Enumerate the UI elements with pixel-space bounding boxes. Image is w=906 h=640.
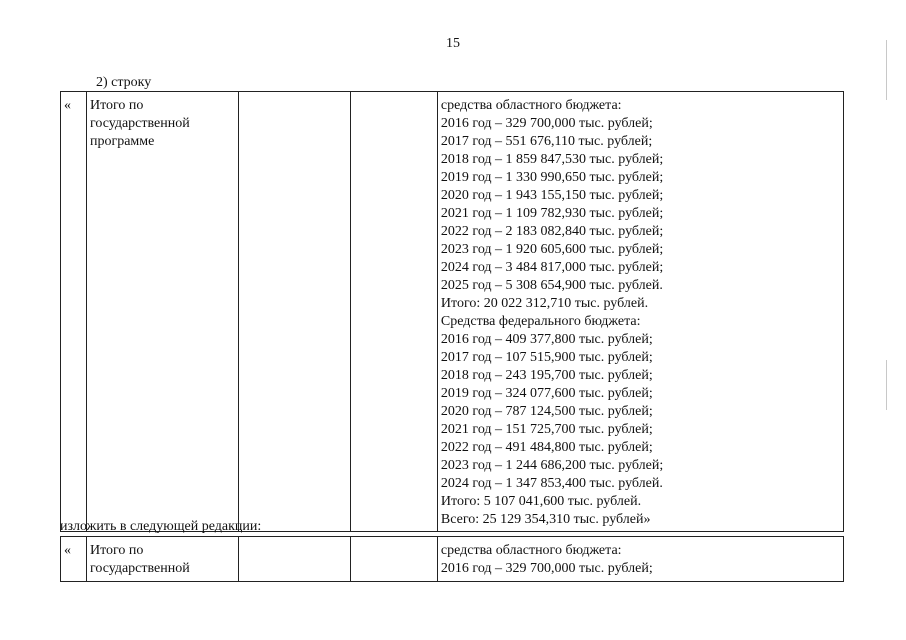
empty-cell bbox=[238, 537, 350, 582]
funding-line: 2018 год – 1 859 847,530 тыс. рублей; bbox=[440, 152, 664, 167]
table-row bbox=[61, 92, 844, 532]
quote-cell bbox=[61, 92, 87, 532]
funding-line: 2024 год – 1 347 853,400 тыс. рублей. bbox=[440, 476, 663, 491]
quote-cell bbox=[61, 537, 87, 582]
section-label: 2) строку bbox=[96, 75, 152, 90]
old-row-table bbox=[60, 91, 844, 532]
funding-line: 2016 год – 409 377,800 тыс. рублей; bbox=[440, 332, 653, 347]
funding-list bbox=[441, 542, 840, 578]
funding-line: 2021 год – 151 725,700 тыс. рублей; bbox=[440, 422, 653, 437]
scan-artifact bbox=[886, 360, 887, 410]
table-row bbox=[61, 537, 844, 582]
name-cell bbox=[86, 537, 238, 582]
funding-line: 2017 год – 107 515,900 тыс. рублей; bbox=[440, 350, 653, 365]
funding-line: 2019 год – 324 077,600 тыс. рублей; bbox=[440, 386, 653, 401]
funding-line: 2019 год – 1 330 990,650 тыс. рублей; bbox=[440, 170, 664, 185]
funding-line: 2016 год – 329 700,000 тыс. рублей; bbox=[440, 116, 653, 131]
empty-cell bbox=[238, 92, 350, 532]
funding-line: 2020 год – 1 943 155,150 тыс. рублей; bbox=[440, 188, 664, 203]
funding-line: Средства федерального бюджета: bbox=[440, 314, 641, 329]
funding-line: Всего: 25 129 354,310 тыс. рублей» bbox=[440, 512, 651, 527]
program-total-label: Итого по государственной bbox=[89, 543, 190, 576]
scan-artifact bbox=[886, 40, 887, 100]
funding-line: 2025 год – 5 308 654,900 тыс. рублей. bbox=[440, 278, 663, 293]
funding-line: 2022 год – 2 183 082,840 тыс. рублей; bbox=[440, 224, 664, 239]
funding-line: средства областного бюджета: bbox=[440, 543, 622, 558]
program-total-label: Итого по государственной программе bbox=[89, 98, 190, 149]
funding-line: 2018 год – 243 195,700 тыс. рублей; bbox=[440, 368, 653, 383]
empty-cell bbox=[350, 92, 437, 532]
funding-list bbox=[441, 97, 840, 529]
opening-quote: « bbox=[64, 543, 71, 558]
funding-line: средства областного бюджета: bbox=[440, 98, 622, 113]
funding-line: Итого: 20 022 312,710 тыс. рублей. bbox=[440, 296, 649, 311]
name-cell bbox=[86, 92, 238, 532]
funding-line: 2024 год – 3 484 817,000 тыс. рублей; bbox=[440, 260, 664, 275]
page-number: 15 bbox=[446, 36, 460, 51]
opening-quote: « bbox=[64, 98, 71, 113]
instruction-text: изложить в следующей редакции: bbox=[60, 519, 262, 534]
funding-line: 2023 год – 1 920 605,600 тыс. рублей; bbox=[440, 242, 664, 257]
funding-line: 2016 год – 329 700,000 тыс. рублей; bbox=[440, 561, 653, 576]
funding-line: 2021 год – 1 109 782,930 тыс. рублей; bbox=[440, 206, 664, 221]
new-row-table bbox=[60, 536, 844, 582]
funding-line: Итого: 5 107 041,600 тыс. рублей. bbox=[440, 494, 642, 509]
funding-line: 2023 год – 1 244 686,200 тыс. рублей; bbox=[440, 458, 664, 473]
funding-cell bbox=[437, 537, 843, 582]
funding-cell bbox=[437, 92, 843, 532]
funding-line: 2017 год – 551 676,110 тыс. рублей; bbox=[440, 134, 653, 149]
funding-line: 2022 год – 491 484,800 тыс. рублей; bbox=[440, 440, 653, 455]
empty-cell bbox=[350, 537, 437, 582]
funding-line: 2020 год – 787 124,500 тыс. рублей; bbox=[440, 404, 653, 419]
